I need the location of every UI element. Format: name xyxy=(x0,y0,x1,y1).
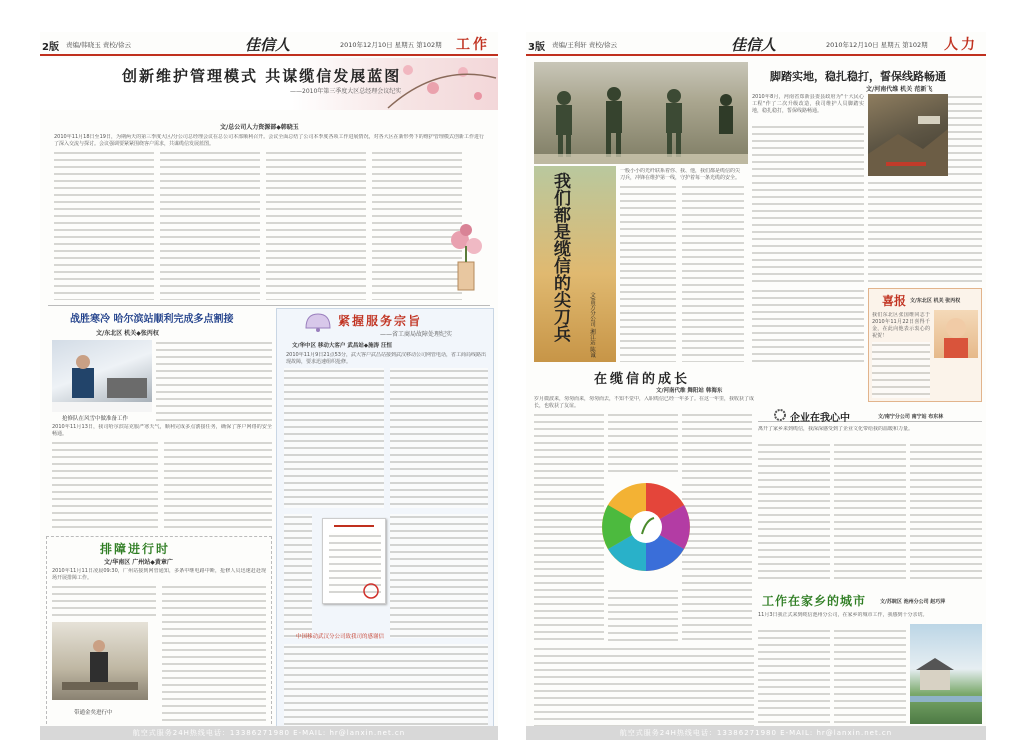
service-text-col2 xyxy=(390,368,488,508)
soldiers-photo xyxy=(534,62,748,164)
section-title: 人力 xyxy=(944,37,978,53)
obstacle-text-col2 xyxy=(162,584,266,724)
growth-paragraph: 岁月微波来，匆匆而来，匆匆而去，不知不觉中，入职缆信已经一年多了。在这一年里，我收获了成长，也收获了友谊。 xyxy=(534,396,754,409)
harbin-photo xyxy=(52,340,152,412)
lead-title: 创新维护管理模式 共谋缆信发展蓝图 xyxy=(122,67,402,85)
vertical-byline: 文/南方分公司 湘江站 陈诚 xyxy=(589,292,595,358)
lead-text-col1 xyxy=(54,150,154,300)
lead-subtitle: ——2010年第三季度大区总经理会议纪实 xyxy=(290,88,402,95)
lead-text-col2 xyxy=(160,150,260,300)
growth-text-bottom xyxy=(534,646,754,726)
vertical-text-col3 xyxy=(752,288,864,362)
thank-you-letter xyxy=(322,518,386,604)
company-heart-title: 企业在我心中 xyxy=(790,413,850,424)
issue-date: 2010年12月10日 星期五 第102期 xyxy=(340,41,442,49)
construction-photo xyxy=(868,94,948,176)
vertical-text-col2 xyxy=(682,184,744,362)
obstacle-paragraph: 2010年11月11日凌晨09:30，广州站接到网管通知，多条中继电路中断，抢修人员迅速赶赴现场开展排障工作。 xyxy=(52,568,266,581)
service-text-col4 xyxy=(390,514,488,638)
hometown-paragraph: 11月3日我正式来到缆信池州分公司，在家乡的城市工作，我感到十分亲切。 xyxy=(758,612,928,618)
vertical-title-panel xyxy=(534,166,616,362)
harbin-paragraph: 2010年11月13日，我司哈尔滨站克服严寒天气，顺利完成多点割接任务，确保了客户网络的安全畅通。 xyxy=(52,424,272,437)
service-title: 紧握服务宗旨 xyxy=(338,314,423,328)
company-heart-paragraph: 离开了家乡来到缆信，我深深感受到了企业文化带给我的温暖和力量。 xyxy=(758,426,914,432)
header-rule xyxy=(40,54,498,56)
gear-icon xyxy=(774,409,786,421)
company-heart-col2 xyxy=(834,442,906,584)
growth-title: 在缆信的成长 xyxy=(594,372,691,387)
color-wheel-graphic xyxy=(598,472,694,582)
service-text-col1 xyxy=(284,368,384,508)
left-page-header xyxy=(40,32,498,56)
lead-text-col3 xyxy=(266,150,366,300)
baby-photo xyxy=(934,310,978,358)
growth-text-col2 xyxy=(608,412,678,472)
foot-text-col2 xyxy=(948,94,982,176)
page-number: 2版 xyxy=(42,42,59,53)
editors: 责编/王利轩 责校/徐云 xyxy=(552,41,617,49)
page-number: 3版 xyxy=(528,42,545,53)
foot-title: 脚踏实地，稳扎稳打，誓保线路畅通 xyxy=(770,70,946,83)
harbin-text-col1 xyxy=(52,440,158,532)
newspaper-logo: 佳信人 xyxy=(245,36,291,54)
right-page-header xyxy=(526,32,986,56)
right-page xyxy=(526,32,986,740)
harbin-text-col2 xyxy=(164,440,272,532)
foot-paragraph: 2010年8月，河南省郑新县委县政府为"十大民心工程"作了二次升级改造，我司维护人员脚踏实地，稳扎稳打，誓保线路畅通。 xyxy=(752,94,864,114)
good-news-text xyxy=(872,342,930,398)
harbin-byline: 文/东北区 机关◆张丙权 xyxy=(96,330,159,337)
flower-vase-illustration xyxy=(440,222,490,292)
vertical-title: 我们都是缆信的尖刀兵 xyxy=(550,172,570,342)
growth-text-col1 xyxy=(534,412,604,642)
company-heart-byline: 文/南宁分公司 南宁站 布东林 xyxy=(878,414,944,420)
letter-caption: 中国移动武汉分公司致我司的感谢信 xyxy=(296,634,385,640)
left-page xyxy=(40,32,498,740)
foot-text-col3 xyxy=(868,180,982,284)
foot-text-col1 xyxy=(752,124,864,284)
good-news-paragraph: 我们东北区张国维同志于2010年11月22日喜得千金，在此向他表示衷心的祝贺！ xyxy=(872,312,930,339)
growth-text-col4 xyxy=(608,588,678,642)
harbin-title: 战胜寒冷 哈尔滨站顺利完成多点割接 xyxy=(70,314,234,325)
obstacle-photo-caption: 带通金矣进行中 xyxy=(74,710,113,716)
foot-byline: 文/河南代维 机关 范新飞 xyxy=(866,86,933,93)
vertical-paragraph: 一般小小的光纤联系着你、我、他，我们都是缆信的尖刀兵，冲锋在维护第一线，守护着每一条光缆的安全。 xyxy=(620,168,740,181)
good-news-title: 喜报 xyxy=(882,294,907,308)
right-footer: 航空式服务24H热线电话：13386271980 E-MAIL: hr@lanxin.net.cn xyxy=(526,726,986,740)
header-rule xyxy=(526,54,986,56)
obstacle-photo xyxy=(52,622,148,700)
hometown-photo xyxy=(910,624,982,724)
editors: 责编/韩晓玉 责校/徐云 xyxy=(66,41,131,49)
issue-date: 2010年12月10日 星期五 第102期 xyxy=(826,41,928,49)
service-paragraph: 2010年11月9日21点53分，武大客户武昌站接到武汉移动公司网管电话，省工商局线路出现故障，要求迅速组织抢修。 xyxy=(286,352,486,365)
divider xyxy=(48,305,490,306)
hometown-col2 xyxy=(834,628,906,726)
lead-byline: 文/总公司人力资源部◆韩晓玉 xyxy=(220,124,299,131)
obstacle-title: 排障进行时 xyxy=(100,542,171,556)
service-byline: 文/华中区 移动大客户 武昌站◆施涛 汪恒 xyxy=(292,343,392,349)
hometown-title: 工作在家乡的城市 xyxy=(762,594,867,608)
left-footer: 航空式服务24H热线电话：13386271980 E-MAIL: hr@lanxin.net.cn xyxy=(40,726,498,740)
vertical-text-col1 xyxy=(620,184,676,362)
bell-icon xyxy=(298,310,338,332)
service-subtitle: ——省工商局故障处理纪实 xyxy=(380,331,453,338)
company-heart-col1 xyxy=(758,442,830,584)
growth-byline: 文/河南代维 舞阳站 韩海东 xyxy=(656,388,723,394)
obstacle-text-col1 xyxy=(52,584,156,618)
lead-paragraph: 2010年11月18日至19日，为期两天的第三季度大区/分公司总经理会议在总公司本部顺利召开。会议全面总结了公司本季度各项工作进展情况，对各大区在新形势下的维护管理模式创新工作进行了深入交流与探讨。会议强调要紧紧围绕客户需求，共谋缆信发展蓝图。 xyxy=(54,134,484,147)
section-title: 工作 xyxy=(456,37,490,53)
obstacle-byline: 文/华南区 广州站◆黄章广 xyxy=(104,559,173,566)
good-news-byline: 文/东北区 机关 张丙权 xyxy=(910,298,961,304)
newspaper-logo: 佳信人 xyxy=(731,36,777,54)
service-text-col3 xyxy=(284,514,312,638)
service-text-bottom xyxy=(284,644,488,728)
harbin-text-top xyxy=(156,340,272,424)
hometown-col1 xyxy=(758,628,830,726)
hometown-byline: 文/苏皖区 池州分公司 赵巧萍 xyxy=(880,599,946,605)
company-heart-col3 xyxy=(910,442,982,584)
harbin-photo-caption: 抢修队在风雪中做准备工作 xyxy=(62,416,129,422)
